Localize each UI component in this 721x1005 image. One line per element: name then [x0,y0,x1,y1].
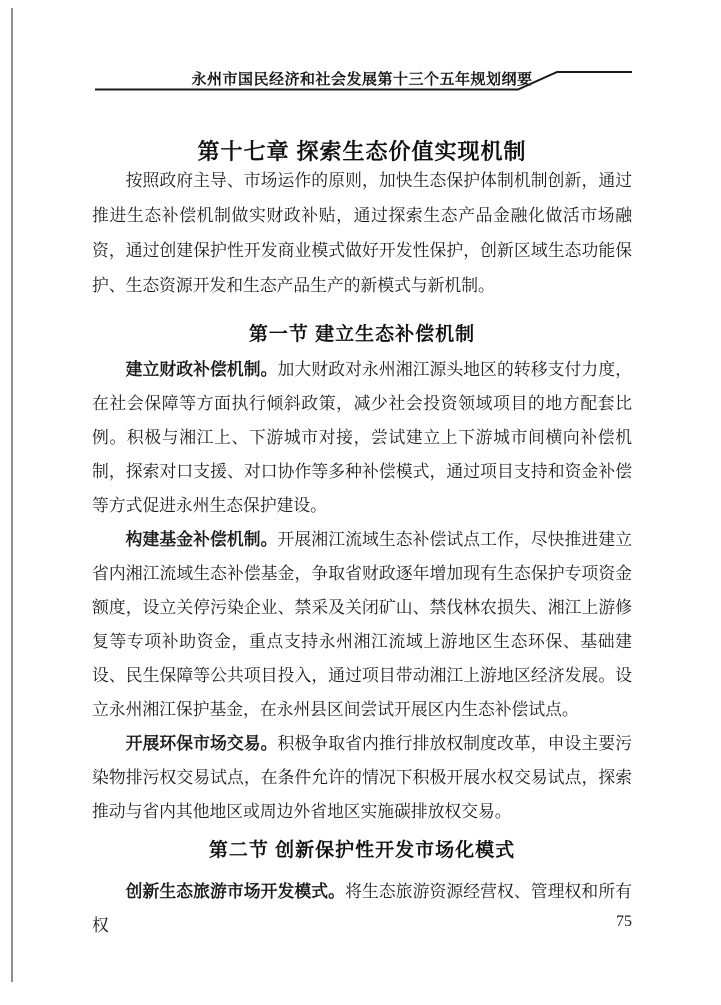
paragraph-text: 开展湘江流域生态补偿试点工作，尽快推进建立省内湘江流域生态补偿基金，争取省财政逐年增加现有生态保护专项资金额度，设立关停污染企业、禁采及关闭矿山、禁伐林农损失、湘江上游修复等专项补助资金，重点支持永州湘江流域上游地区生态环保、基础建设、民生保障等公共项目投入，通过项目带动湘江上游地区经济发展。设立永州湘江保护基金，在永州县区间尝试开展区内生态补偿试点。 [92,530,632,719]
paragraph [92,875,632,943]
scan-edge-line [11,8,13,982]
paragraph [92,727,632,829]
paragraph-text: 积极争取省内推行排放权制度改革，申设主要污染物排污权交易试点，在条件允许的情况下积极开展水权交易试点，探索推动与省内其他地区或周边外省地区实施碳排放权交易。 [92,734,632,821]
paragraph [92,523,632,727]
paragraph-text: 加大财政对永州湘江源头地区的转移支付力度，在社会保障等方面执行倾斜政策，减少社会投资领域项目的地方配套比例。积极与湘江上、下游城市对接，尝试建立上下游城市间横向补偿机制，探索对口支援、对口协作等多种补偿模式，通过项目支持和资金补偿等方式促进永州生态保护建设。 [92,360,632,515]
paragraph-lead: 开展环保市场交易。 [125,734,278,753]
page-number: 75 [616,913,632,930]
paragraph-lead: 建立财政补偿机制。 [125,360,278,379]
header-rule [95,70,632,91]
paragraph-lead: 创新生态旅游市场开发模式。 [125,882,346,901]
running-header-title: 永州市国民经济和社会发展第十三个五年规划纲要 [191,71,533,88]
paragraph-lead: 构建基金补偿机制。 [125,530,278,549]
section-body-2 [92,875,632,943]
paragraph [92,353,632,523]
section-title-2: 第二节 创新保护性开发市场化模式 [208,840,516,861]
chapter-intro [92,163,632,303]
chapter-title: 第十七章 探索生态价值实现机制 [197,139,527,164]
intro-paragraph: 按照政府主导、市场运作的原则，加快生态保护体制机制创新，通过推进生态补偿机制做实财政补贴，通过探索生态产品金融化做活市场融资，通过创建保护性开发商业模式做好开发性保护，创新区域生态功能保护、生态资源开发和生态产品生产的新模式与新机制。 [92,171,632,295]
paragraph-text: 将生态旅游资源经营权、管理权和所有权 [92,882,632,935]
section-title-1: 第一节 建立生态补偿机制 [248,324,476,345]
section-body-1 [92,353,632,829]
